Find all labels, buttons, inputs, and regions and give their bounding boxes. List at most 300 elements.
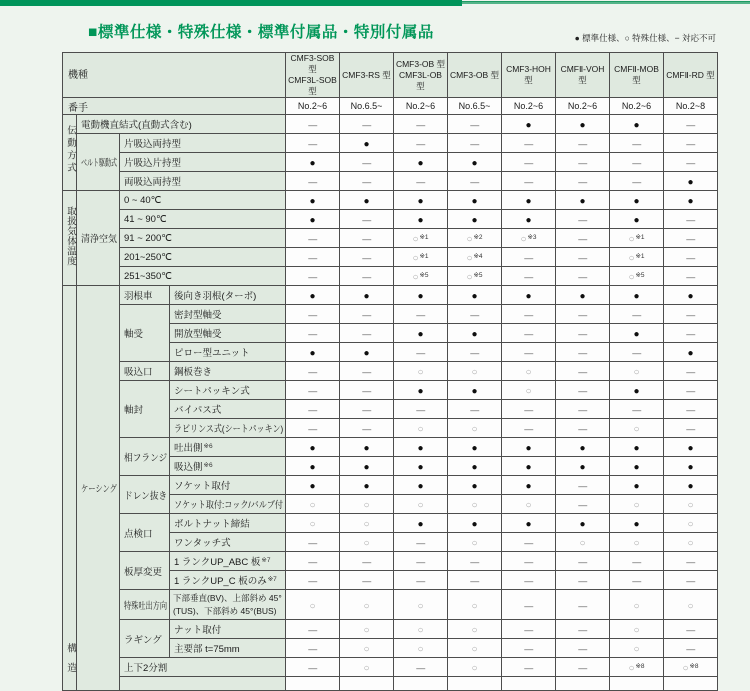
spec-cell-r0-c0: — [286,115,340,134]
spec-cell-r28-c2: — [394,658,448,677]
spec-cell-r0-c5: ● [556,115,610,134]
spec-cell-r16-c6: ○ [610,419,664,438]
spec-cell-r18-c6: ● [610,457,664,476]
spec-cell-r3-c6: — [610,172,664,191]
spec-cell-r23-c7: — [664,552,718,571]
size-row-label: 番手 [63,98,286,115]
spec-cell-r28-c3: ○ [448,658,502,677]
row-label: 251~350℃ [120,267,286,286]
spec-cell-r14-c5: — [556,381,610,400]
spec-cell-r9-c2: ● [394,286,448,305]
spec-cell-r29-c1 [340,677,394,691]
spec-cell-r5-c4: ● [502,210,556,229]
spec-cell-r8-c0: — [286,267,340,286]
spec-cell-r27-c0: — [286,639,340,658]
spec-cell-r13-c3: ○ [448,362,502,381]
spec-cell-r26-c7: — [664,620,718,639]
spec-cell-r12-c6: — [610,343,664,362]
spec-cell-r25-c7: ○ [664,590,718,620]
spec-cell-r10-c7: — [664,305,718,324]
spec-cell-r25-c4: — [502,590,556,620]
spec-cell-r20-c6: ○ [610,495,664,514]
spec-cell-r2-c4: — [502,153,556,172]
spec-cell-r9-c1: ● [340,286,394,305]
spec-cell-r23-c0: — [286,552,340,571]
spec-cell-r0-c1: — [340,115,394,134]
row-label: ピロー型ユニット [170,343,286,362]
spec-cell-r0-c2: — [394,115,448,134]
section-label: 伝動方式 [63,115,77,191]
spec-cell-r19-c6: ● [610,476,664,495]
spec-cell-r13-c7: — [664,362,718,381]
spec-cell-r2-c6: — [610,153,664,172]
spec-cell-r15-c6: — [610,400,664,419]
spec-cell-r20-c7: ○ [664,495,718,514]
spec-cell-r5-c5: — [556,210,610,229]
spec-cell-r1-c4: — [502,134,556,153]
spec-cell-r6-c2: ○※1 [394,229,448,248]
spec-cell-r1-c2: — [394,134,448,153]
spec-cell-r6-c4: ○※3 [502,229,556,248]
spec-cell-r11-c1: — [340,324,394,343]
spec-cell-r12-c3: — [448,343,502,362]
size-cell-3: No.6.5~ [448,98,502,115]
spec-cell-r17-c5: ● [556,438,610,457]
spec-cell-r20-c4: ○ [502,495,556,514]
row-label: 片吸込片持型 [120,153,286,172]
row-label: 鋼板巻き [170,362,286,381]
spec-cell-r19-c3: ● [448,476,502,495]
row-label: 0 ~ 40℃ [120,191,286,210]
spec-cell-r28-c4: — [502,658,556,677]
spec-cell-r22-c6: ○ [610,533,664,552]
spec-cell-r23-c5: — [556,552,610,571]
spec-cell-r15-c2: — [394,400,448,419]
spec-cell-r15-c4: — [502,400,556,419]
spec-cell-r14-c3: ● [448,381,502,400]
spec-cell-r14-c2: ● [394,381,448,400]
spec-cell-r10-c2: — [394,305,448,324]
spec-cell-r29-c7 [664,677,718,691]
spec-cell-r11-c5: — [556,324,610,343]
spec-cell-r24-c6: — [610,571,664,590]
spec-cell-r21-c2: ● [394,514,448,533]
spec-cell-r11-c0: — [286,324,340,343]
top-accent-bar [0,0,462,6]
spec-cell-r13-c1: — [340,362,394,381]
spec-cell-r28-c1: ○ [340,658,394,677]
spec-cell-r20-c5: — [556,495,610,514]
spec-cell-r21-c5: ● [556,514,610,533]
spec-cell-r10-c3: — [448,305,502,324]
size-cell-6: No.2~6 [610,98,664,115]
spec-cell-r19-c4: ● [502,476,556,495]
row-label: 吐出側$^{※6}$ [170,438,286,457]
spec-cell-r6-c1: — [340,229,394,248]
spec-cell-r1-c7: — [664,134,718,153]
spec-cell-r21-c6: ● [610,514,664,533]
spec-cell-r26-c4: — [502,620,556,639]
spec-cell-r17-c3: ● [448,438,502,457]
model-header-3: CMF3-OB 型 [448,53,502,98]
spec-cell-r16-c4: — [502,419,556,438]
spec-cell-r26-c1: ○ [340,620,394,639]
spec-cell-r27-c6: ○ [610,639,664,658]
spec-cell-r10-c1: — [340,305,394,324]
spec-cell-r7-c6: ○※1 [610,248,664,267]
spec-cell-r7-c3: ○※4 [448,248,502,267]
spec-cell-r5-c0: ● [286,210,340,229]
spec-cell-r10-c0: — [286,305,340,324]
spec-cell-r7-c2: ○※1 [394,248,448,267]
spec-cell-r24-c3: — [448,571,502,590]
symbol-legend: ● 標準仕様、○ 特殊仕様、− 対応不可 [574,33,716,43]
spec-cell-r24-c5: — [556,571,610,590]
spec-cell-r27-c2: ○ [394,639,448,658]
spec-cell-r3-c5: — [556,172,610,191]
spec-cell-r7-c7: — [664,248,718,267]
spec-cell-r8-c5: — [556,267,610,286]
group-label: 羽根車 [120,286,170,305]
row-label: 片吸込両持型 [120,134,286,153]
group-label: ラギング [120,620,170,658]
top-accent-line [462,1,750,4]
spec-cell-r4-c6: ● [610,191,664,210]
spec-cell-r18-c2: ● [394,457,448,476]
row-label: 1 ランクUP_ABC 板$^{※7}$ [170,552,286,571]
spec-cell-r17-c7: ● [664,438,718,457]
model-header-4: CMF3-HOH 型 [502,53,556,98]
spec-cell-r18-c5: ● [556,457,610,476]
spec-cell-r11-c6: ● [610,324,664,343]
spec-cell-r18-c1: ● [340,457,394,476]
spec-cell-r23-c1: — [340,552,394,571]
spec-cell-r28-c5: — [556,658,610,677]
spec-cell-r23-c3: — [448,552,502,571]
spec-cell-r10-c4: — [502,305,556,324]
spec-cell-r8-c4: — [502,267,556,286]
spec-cell-r5-c1: — [340,210,394,229]
group-label: 軸封 [120,381,170,438]
spec-cell-r17-c0: ● [286,438,340,457]
spec-cell-r5-c3: ● [448,210,502,229]
spec-cell-r21-c0: ○ [286,514,340,533]
spec-cell-r27-c5: — [556,639,610,658]
spec-cell-r5-c6: ● [610,210,664,229]
row-label: シートパッキン式 [170,381,286,400]
spec-cell-r9-c3: ● [448,286,502,305]
spec-cell-r6-c0: — [286,229,340,248]
spec-cell-r3-c2: — [394,172,448,191]
spec-cell-r22-c5: ○ [556,533,610,552]
spec-cell-r1-c6: — [610,134,664,153]
spec-cell-r18-c3: ● [448,457,502,476]
spec-cell-r2-c3: ● [448,153,502,172]
spec-cell-r5-c2: ● [394,210,448,229]
spec-cell-r18-c0: ● [286,457,340,476]
spec-cell-r9-c4: ● [502,286,556,305]
spec-cell-r21-c1: ○ [340,514,394,533]
spec-cell-r1-c1: ● [340,134,394,153]
spec-cell-r4-c4: ● [502,191,556,210]
spec-cell-r8-c7: — [664,267,718,286]
group-label: 相フランジ [120,438,170,476]
spec-cell-r3-c7: ● [664,172,718,191]
model-header-5: CMFⅡ-VOH 型 [556,53,610,98]
spec-cell-r15-c5: — [556,400,610,419]
spec-cell-r25-c5: — [556,590,610,620]
spec-cell-r7-c5: — [556,248,610,267]
page-title: ■標準仕様・特殊仕様・標準付属品・特別付属品 [88,24,434,41]
spec-cell-r0-c7: — [664,115,718,134]
row-label: 吸込側$^{※6}$ [170,457,286,476]
size-cell-5: No.2~6 [556,98,610,115]
spec-cell-r12-c5: — [556,343,610,362]
spec-table [62,52,718,691]
spec-cell-r2-c1: — [340,153,394,172]
spec-cell-r13-c0: — [286,362,340,381]
spec-cell-r22-c1: ○ [340,533,394,552]
corner-label: 機種 [63,53,286,98]
spec-cell-r12-c7: ● [664,343,718,362]
spec-cell-r27-c1: ○ [340,639,394,658]
row-label: ワンタッチ式 [170,533,286,552]
spec-cell-r13-c5: — [556,362,610,381]
spec-cell-r25-c3: ○ [448,590,502,620]
spec-cell-r21-c3: ● [448,514,502,533]
spec-cell-r16-c7: — [664,419,718,438]
spec-cell-r8-c2: ○※5 [394,267,448,286]
spec-cell-r22-c7: ○ [664,533,718,552]
row-label: 後向き羽根(ターボ) [170,286,286,305]
group-label: 軸受 [120,305,170,362]
row-label: ソケット取付 [170,476,286,495]
spec-cell-r25-c1: ○ [340,590,394,620]
spec-cell-r27-c4: — [502,639,556,658]
spec-cell-r4-c0: ● [286,191,340,210]
model-header-7: CMFⅡ-RD 型 [664,53,718,98]
spec-cell-r19-c2: ● [394,476,448,495]
spec-cell-r16-c1: — [340,419,394,438]
spec-cell-r14-c0: — [286,381,340,400]
spec-cell-r17-c2: ● [394,438,448,457]
row-label: ナット取付 [170,620,286,639]
spec-cell-r11-c2: ● [394,324,448,343]
spec-cell-r24-c2: — [394,571,448,590]
spec-cell-r28-c6: ○※8 [610,658,664,677]
row-label [120,677,286,691]
spec-cell-r12-c4: — [502,343,556,362]
spec-cell-r12-c2: — [394,343,448,362]
spec-cell-r15-c1: — [340,400,394,419]
spec-cell-r28-c0: — [286,658,340,677]
section-label: 構造 [63,286,77,691]
spec-cell-r11-c3: ● [448,324,502,343]
spec-cell-r20-c3: ○ [448,495,502,514]
spec-cell-r3-c4: — [502,172,556,191]
spec-cell-r1-c3: — [448,134,502,153]
group-label: ベルト駆動式 [77,134,120,191]
size-cell-2: No.2~6 [394,98,448,115]
group-label: 清浄空気 [77,191,120,286]
spec-cell-r9-c6: ● [610,286,664,305]
spec-cell-r5-c7: — [664,210,718,229]
spec-cell-r6-c5: — [556,229,610,248]
spec-cell-r15-c7: — [664,400,718,419]
spec-cell-r29-c6 [610,677,664,691]
spec-cell-r10-c6: — [610,305,664,324]
spec-cell-r14-c7: — [664,381,718,400]
spec-cell-r19-c5: — [556,476,610,495]
spec-cell-r26-c2: ○ [394,620,448,639]
spec-cell-r26-c3: ○ [448,620,502,639]
spec-cell-r3-c3: — [448,172,502,191]
spec-cell-r24-c4: — [502,571,556,590]
spec-cell-r13-c2: ○ [394,362,448,381]
spec-cell-r23-c6: — [610,552,664,571]
spec-cell-r17-c1: ● [340,438,394,457]
row-label: 上下2分割 [120,658,286,677]
row-label: ボルトナット締結 [170,514,286,533]
spec-cell-r13-c6: ○ [610,362,664,381]
spec-cell-r8-c1: — [340,267,394,286]
group-label: 特殊吐出方向 [120,590,170,620]
spec-cell-r16-c5: — [556,419,610,438]
spec-cell-r14-c4: ○ [502,381,556,400]
row-label: 1 ランクUP_C 板のみ$^{※7}$ [170,571,286,590]
spec-cell-r15-c3: — [448,400,502,419]
spec-cell-r18-c4: ● [502,457,556,476]
row-label: 電動機直結式(直動式含む) [77,115,286,134]
spec-cell-r22-c3: ○ [448,533,502,552]
spec-cell-r26-c6: ○ [610,620,664,639]
spec-cell-r23-c2: — [394,552,448,571]
row-label: 密封型軸受 [170,305,286,324]
spec-cell-r16-c2: ○ [394,419,448,438]
spec-cell-r21-c4: ● [502,514,556,533]
spec-cell-r13-c4: ○ [502,362,556,381]
spec-cell-r16-c0: — [286,419,340,438]
spec-cell-r8-c3: ○※5 [448,267,502,286]
spec-cell-r17-c6: ● [610,438,664,457]
spec-cell-r20-c0: ○ [286,495,340,514]
spec-cell-r15-c0: — [286,400,340,419]
spec-cell-r2-c2: ● [394,153,448,172]
spec-cell-r20-c1: ○ [340,495,394,514]
section-label: 取扱気体温度 [63,191,77,286]
spec-cell-r0-c3: — [448,115,502,134]
model-header-6: CMFⅡ-MOB 型 [610,53,664,98]
spec-cell-r3-c0: — [286,172,340,191]
group-label: 吸込口 [120,362,170,381]
spec-cell-r6-c3: ○※2 [448,229,502,248]
spec-cell-r20-c2: ○ [394,495,448,514]
spec-cell-r22-c0: — [286,533,340,552]
spec-cell-r9-c0: ● [286,286,340,305]
spec-cell-r23-c4: — [502,552,556,571]
spec-cell-r0-c4: ● [502,115,556,134]
group-label: ドレン抜き [120,476,170,514]
group-label: 板厚変更 [120,552,170,590]
row-label: 両吸込両持型 [120,172,286,191]
group-label: 点検口 [120,514,170,552]
spec-cell-r12-c1: ● [340,343,394,362]
spec-cell-r11-c7: — [664,324,718,343]
size-cell-1: No.6.5~ [340,98,394,115]
size-cell-7: No.2~8 [664,98,718,115]
spec-cell-r25-c2: ○ [394,590,448,620]
spec-cell-r9-c7: ● [664,286,718,305]
spec-cell-r14-c6: ● [610,381,664,400]
spec-cell-r2-c5: — [556,153,610,172]
spec-cell-r7-c4: — [502,248,556,267]
spec-cell-r29-c5 [556,677,610,691]
size-cell-0: No.2~6 [286,98,340,115]
spec-cell-r26-c5: — [556,620,610,639]
spec-cell-r1-c0: — [286,134,340,153]
spec-cell-r19-c0: ● [286,476,340,495]
spec-cell-r25-c6: ○ [610,590,664,620]
spec-cell-r3-c1: — [340,172,394,191]
spec-cell-r24-c7: — [664,571,718,590]
spec-cell-r29-c3 [448,677,502,691]
spec-cell-r21-c7: ○ [664,514,718,533]
group-label: ケーシング [77,286,120,691]
row-label: 41 ~ 90℃ [120,210,286,229]
spec-cell-r27-c7: — [664,639,718,658]
spec-cell-r29-c2 [394,677,448,691]
spec-cell-r26-c0: — [286,620,340,639]
row-label: 開放型軸受 [170,324,286,343]
spec-cell-r22-c4: — [502,533,556,552]
model-header-0: CMF3-SOB 型 CMF3L-SOB 型 [286,53,340,98]
row-label: 下部垂直(BV)、上部斜め 45° (TUS)、下部斜め 45°(BUS) [170,590,286,620]
spec-cell-r12-c0: ● [286,343,340,362]
spec-cell-r14-c1: — [340,381,394,400]
spec-cell-r4-c7: ● [664,191,718,210]
spec-cell-r0-c6: ● [610,115,664,134]
spec-cell-r19-c1: ● [340,476,394,495]
spec-table-wrap [62,52,718,691]
spec-cell-r16-c3: ○ [448,419,502,438]
spec-cell-r10-c5: — [556,305,610,324]
spec-cell-r29-c0 [286,677,340,691]
spec-cell-r9-c5: ● [556,286,610,305]
spec-cell-r7-c1: — [340,248,394,267]
spec-cell-r17-c4: ● [502,438,556,457]
spec-cell-r28-c7: ○※8 [664,658,718,677]
spec-cell-r29-c4 [502,677,556,691]
spec-cell-r2-c7: — [664,153,718,172]
spec-cell-r4-c1: ● [340,191,394,210]
spec-cell-r25-c0: ○ [286,590,340,620]
row-label: 91 ~ 200℃ [120,229,286,248]
spec-cell-r8-c6: ○※5 [610,267,664,286]
row-label: バイパス式 [170,400,286,419]
model-header-2: CMF3-OB 型 CMF3L-OB 型 [394,53,448,98]
spec-cell-r2-c0: ● [286,153,340,172]
model-header-1: CMF3-RS 型 [340,53,394,98]
spec-cell-r4-c2: ● [394,191,448,210]
row-label: ラビリンス式(シートパッキン) [170,419,286,438]
spec-cell-r1-c5: — [556,134,610,153]
spec-cell-r18-c7: ● [664,457,718,476]
row-label: ソケット取付:コック/バルブ付 [170,495,286,514]
size-cell-4: No.2~6 [502,98,556,115]
spec-cell-r6-c6: ○※1 [610,229,664,248]
spec-cell-r4-c5: ● [556,191,610,210]
spec-cell-r11-c4: — [502,324,556,343]
